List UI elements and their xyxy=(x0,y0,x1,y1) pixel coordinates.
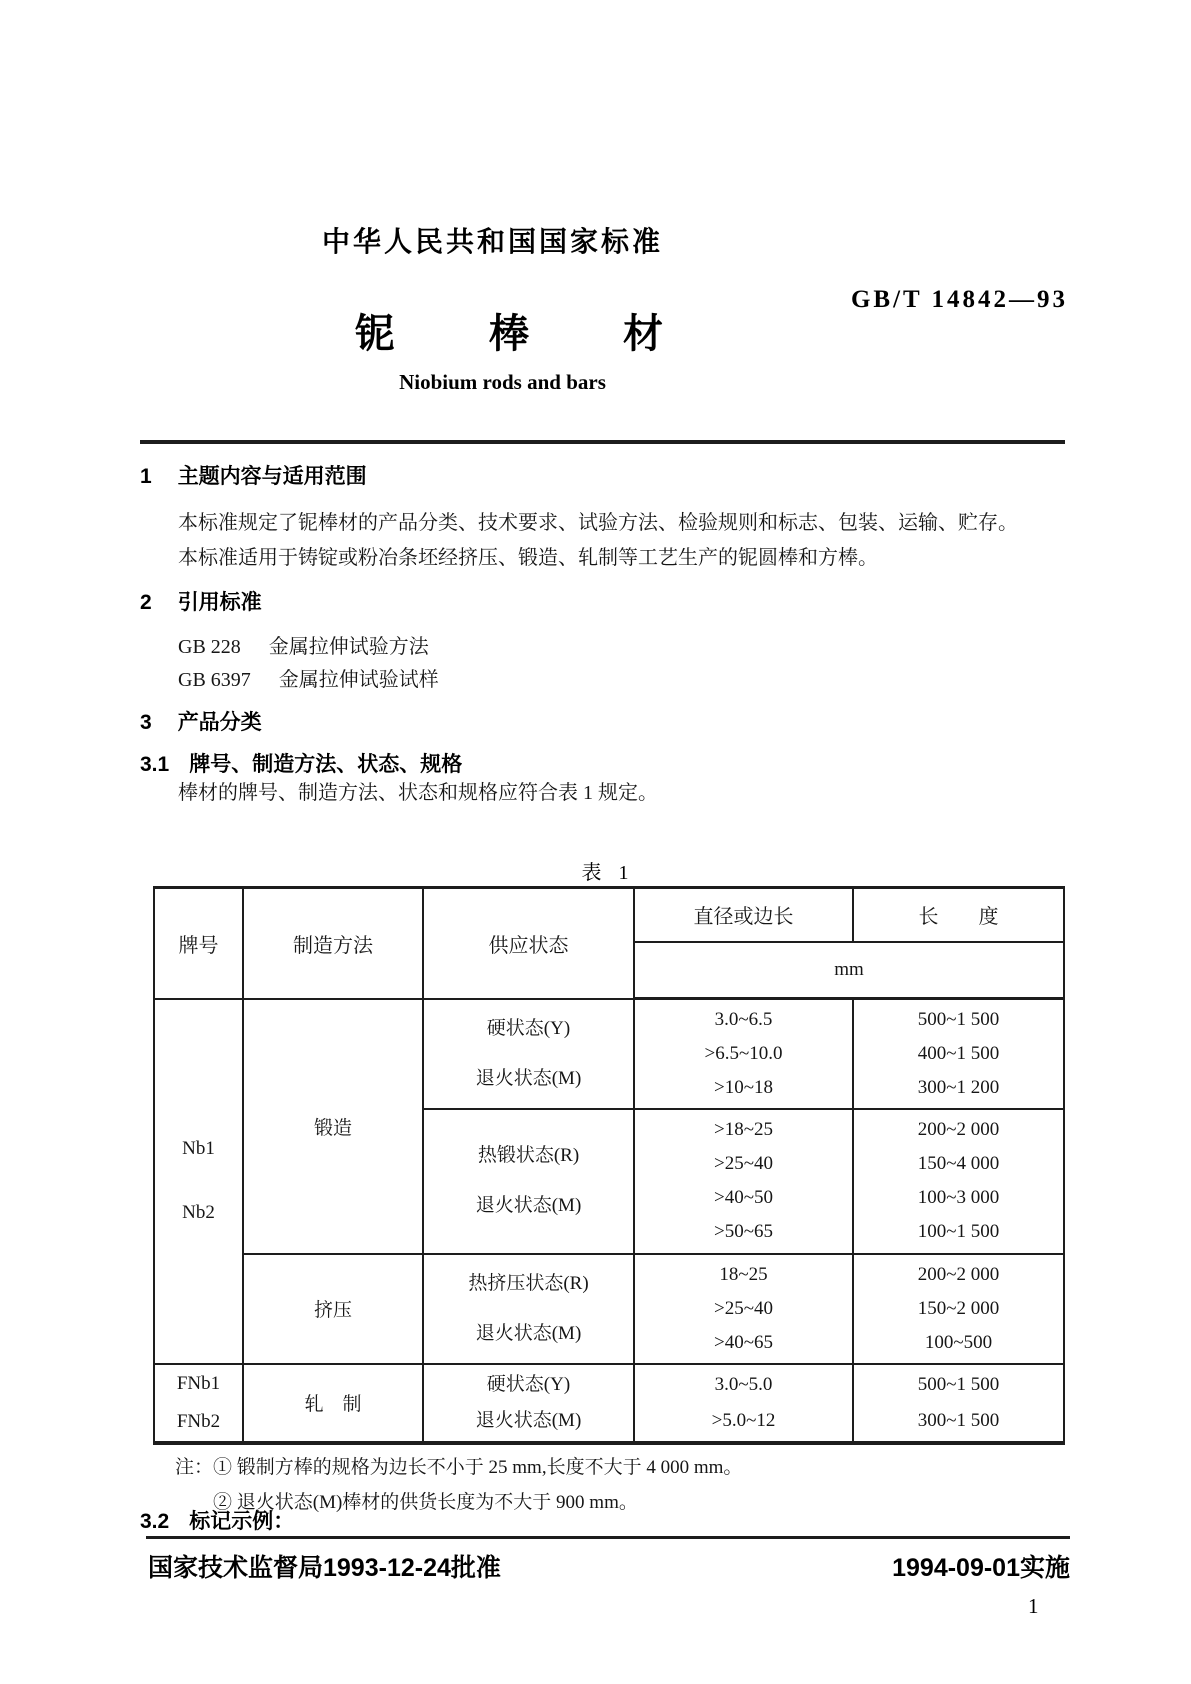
col-header-method: 制造方法 xyxy=(243,888,423,999)
page-number: 1 xyxy=(1028,1594,1039,1618)
paragraph: 棒材的牌号、制造方法、状态和规格应符合表 1 规定。 xyxy=(178,782,658,804)
brand-line: FNb2 xyxy=(176,1410,221,1432)
table-note-2: ② 退火状态(M)棒材的供货长度为不大于 900 mm。 xyxy=(213,1492,638,1513)
standard-number: GB/T 14842—93 xyxy=(850,286,1068,313)
cell-lengths xyxy=(853,1254,1064,1364)
section-3-1-heading xyxy=(140,748,462,778)
section-number: 1 xyxy=(140,465,152,488)
table-note-1 xyxy=(175,1452,742,1479)
reference-code: GB 6397 xyxy=(178,669,251,691)
cell-sizes xyxy=(634,1364,853,1443)
col-header-brand: 牌号 xyxy=(154,888,243,999)
state-line: 退火状态(M) xyxy=(475,1409,582,1431)
size-value: >5.0~12 xyxy=(711,1409,776,1431)
note-text: ① 锻制方棒的规格为边长不小于 25 mm,长度不大于 4 000 mm。 xyxy=(213,1457,743,1478)
table-caption: 表 1 xyxy=(581,862,635,884)
cell-state-hard xyxy=(423,999,634,1109)
header-rule xyxy=(140,440,1065,444)
reference-item xyxy=(178,663,439,692)
cell-brand-fnb xyxy=(154,1364,243,1443)
cell-method-roll: 轧 制 xyxy=(243,1364,423,1443)
cell-lengths xyxy=(853,1109,1064,1254)
state-line: 退火状态(M) xyxy=(475,1067,582,1089)
section-number: 3 xyxy=(140,711,152,734)
brand-line: Nb1 xyxy=(182,1138,215,1159)
reference-name: 金属拉伸试验试样 xyxy=(278,669,439,691)
title-char: 材 xyxy=(623,312,663,356)
size-value: >25~40 xyxy=(714,1297,773,1319)
reference-code: GB 228 xyxy=(178,636,241,658)
size-value: >10~18 xyxy=(714,1076,773,1098)
state-line: 硬状态(Y) xyxy=(486,1017,571,1039)
cell-lengths xyxy=(853,1364,1064,1443)
paragraph: 本标准适用于铸锭或粉冶条坯经挤压、锻造、轧制等工艺生产的铌圆棒和方棒。 xyxy=(178,547,878,569)
col-header-supply-state: 供应状态 xyxy=(423,888,634,999)
national-standard-header: 中华人民共和国国家标准 xyxy=(322,226,664,257)
brand-line: Nb2 xyxy=(182,1202,215,1223)
length-value: 150~2 000 xyxy=(917,1297,1000,1319)
length-value: 400~1 500 xyxy=(917,1042,1000,1064)
cell-state-roll xyxy=(423,1364,634,1443)
section-2-heading xyxy=(140,586,262,616)
cell-method-forge: 锻造 xyxy=(243,999,423,1254)
size-value: >18~25 xyxy=(714,1119,773,1140)
size-value: 3.0~5.0 xyxy=(714,1373,773,1395)
section-title: 牌号、制造方法、状态、规格 xyxy=(189,753,463,776)
col-header-length: 长 度 xyxy=(853,888,1064,942)
cell-method-extrude: 挤压 xyxy=(243,1254,423,1364)
length-value: 500~1 500 xyxy=(917,1008,1000,1030)
footer-approval: 国家技术监督局1993-12-24批准 xyxy=(148,1554,501,1582)
section-title: 产品分类 xyxy=(177,711,262,734)
english-subtitle: Niobium rods and bars xyxy=(399,370,606,394)
length-value: 150~4 000 xyxy=(917,1153,1000,1174)
length-value: 100~500 xyxy=(924,1331,993,1353)
cell-lengths xyxy=(853,999,1064,1109)
unit-cell: mm xyxy=(634,942,1064,999)
size-value: >6.5~10.0 xyxy=(704,1042,783,1064)
length-value: 300~1 200 xyxy=(917,1076,1000,1098)
section-number: 3.2 xyxy=(140,1510,170,1533)
col-header-diameter: 直径或边长 xyxy=(634,888,853,942)
state-line: 退火状态(M) xyxy=(475,1195,582,1216)
cell-sizes xyxy=(634,1109,853,1254)
size-value: >50~65 xyxy=(714,1221,773,1242)
section-1-heading xyxy=(140,460,367,490)
cell-state-hotextrude xyxy=(423,1254,634,1364)
length-value: 200~2 000 xyxy=(917,1263,1000,1285)
table-1 xyxy=(153,886,1065,1445)
paragraph: 本标准规定了铌棒材的产品分类、技术要求、试验方法、检验规则和标志、包装、运输、贮存。 xyxy=(178,512,1018,534)
size-value: >40~65 xyxy=(714,1331,773,1353)
title-char: 铌 xyxy=(355,312,395,356)
length-value: 100~3 000 xyxy=(917,1187,1000,1208)
section-title: 引用标准 xyxy=(177,591,262,614)
section-3-heading xyxy=(140,706,262,736)
reference-name: 金属拉伸试验方法 xyxy=(268,636,429,658)
section-number: 2 xyxy=(140,591,152,614)
state-line: 热挤压状态(R) xyxy=(468,1272,589,1294)
footer-rule xyxy=(146,1536,1070,1539)
document-title xyxy=(355,302,663,359)
section-3-2-heading xyxy=(140,1505,294,1535)
brand-line: FNb1 xyxy=(176,1372,221,1394)
cell-brand-nb xyxy=(154,999,243,1364)
length-value: 100~1 500 xyxy=(917,1221,1000,1242)
size-value: 3.0~6.5 xyxy=(714,1008,773,1030)
section-title: 标记示例： xyxy=(189,1510,295,1533)
length-value: 300~1 500 xyxy=(917,1409,1000,1431)
footer-implementation: 1994-09-01实施 xyxy=(892,1554,1070,1582)
section-title: 主题内容与适用范围 xyxy=(177,465,367,488)
section-number: 3.1 xyxy=(140,753,170,776)
size-value: 18~25 xyxy=(719,1263,768,1285)
reference-item xyxy=(178,630,429,659)
length-value: 500~1 500 xyxy=(917,1373,1000,1395)
state-line: 热锻状态(R) xyxy=(477,1145,580,1166)
state-line: 硬状态(Y) xyxy=(486,1373,571,1395)
state-line: 退火状态(M) xyxy=(475,1322,582,1344)
cell-sizes xyxy=(634,999,853,1109)
cell-sizes xyxy=(634,1254,853,1364)
size-value: >40~50 xyxy=(714,1187,773,1208)
length-value: 200~2 000 xyxy=(917,1119,1000,1140)
note-label: 注： xyxy=(175,1457,214,1478)
size-value: >25~40 xyxy=(714,1153,773,1174)
title-char: 棒 xyxy=(489,312,529,356)
cell-state-hotforge xyxy=(423,1109,634,1254)
